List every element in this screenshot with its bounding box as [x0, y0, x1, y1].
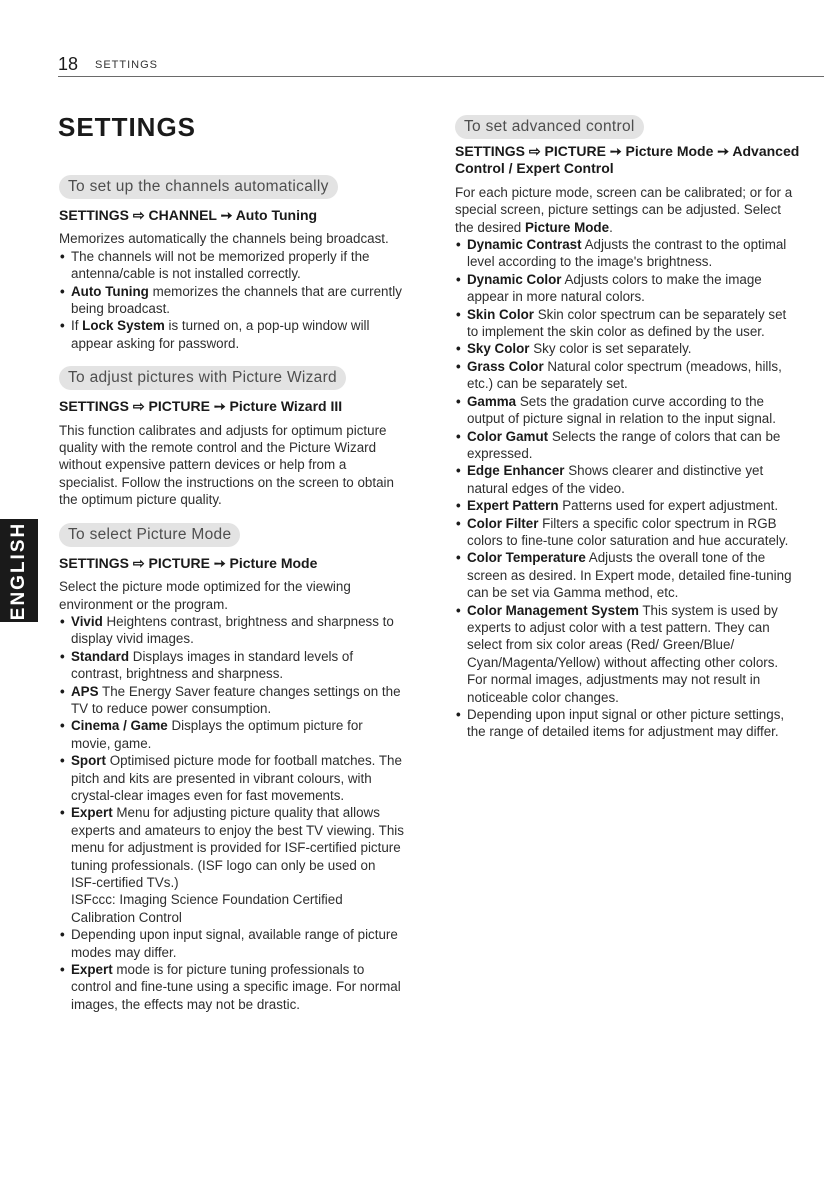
- isf-note: ISFccc: Imaging Science Foundation Certified Calibration Control: [71, 892, 343, 925]
- header-section-name: SETTINGS: [95, 59, 159, 71]
- left-column: [59, 175, 404, 1013]
- list-item: • Sport Optimised picture mode for football matches. The pitch and kits are presented in vibrant colours, with crystal-clear images even for fast movements.: [59, 752, 404, 804]
- auto-tuning-intro: Memorizes automatically the channels being broadcast.: [59, 231, 389, 247]
- list-item: • Dynamic Contrast Adjusts the contrast to the optimal level according to the image's brightness.: [455, 236, 800, 271]
- list-item: • Depending upon input signal, available range of picture modes may differ.: [59, 926, 404, 961]
- picture-wizard-section: [59, 366, 404, 508]
- list-item: • Color Management System This system is used by experts to adjust color with a test pattern. They can select from six color areas (Red/ Green/Blue/ Cyan/Magenta/Yellow) without affecting other colors. For normal images, adjustments may not result in noticeable color changes.: [455, 602, 800, 706]
- list-item: • Expert Menu for adjusting picture quality that allows experts and amateurs to enjoy the best TV viewing. This menu for adjustment is provided for ISF-certified picture tuning professionals. (ISF logo can only be used on ISF-certified TVs.) ISFccc: Imaging Science Foundation Certified Calibration Control: [59, 804, 404, 926]
- advanced-control-section: [455, 115, 800, 741]
- list-item: • The channels will not be memorized properly if the antenna/cable is not installed correctly.: [59, 248, 404, 283]
- auto-tuning-list: [59, 248, 404, 352]
- section-heading-auto-tuning: To set up the channels automatically: [59, 175, 338, 199]
- section-heading-advanced-control: To set advanced control: [455, 115, 644, 139]
- list-item: • Color Temperature Adjusts the overall tone of the screen as desired. In Expert mode, detailed fine-tuning can be set via Gamma method, etc.: [455, 549, 800, 601]
- menu-path-advanced-control: SETTINGS ⇨ PICTURE ➙ Picture Mode ➙ Advanced Control / Expert Control: [455, 143, 800, 177]
- list-item: • Auto Tuning memorizes the channels that are currently being broadcast.: [59, 283, 404, 318]
- list-item: • If Lock System is turned on, a pop-up window will appear asking for password.: [59, 317, 404, 352]
- list-item: • Dynamic Color Adjusts colors to make the image appear in more natural colors.: [455, 271, 800, 306]
- list-item: • Depending upon input signal or other picture settings, the range of detailed items for adjustment may differ.: [455, 706, 800, 741]
- list-item: • Color Gamut Selects the range of colors that can be expressed.: [455, 428, 800, 463]
- auto-tuning-section: [59, 175, 404, 352]
- language-tab: [0, 519, 38, 622]
- list-item: • Cinema / Game Displays the optimum picture for movie, game.: [59, 717, 404, 752]
- list-item: • APS The Energy Saver feature changes settings on the TV to reduce power consumption.: [59, 683, 404, 718]
- picture-wizard-body: This function calibrates and adjusts for optimum picture quality with the remote control and the Picture Wizard without expensive pattern devices or help from a specialist. Follow the instructions on the screen to obtain the optimum picture quality.: [59, 422, 394, 508]
- list-item: • Sky Color Sky color is set separately.: [455, 340, 800, 357]
- picture-mode-intro: Select the picture mode optimized for the viewing environment or the program.: [59, 579, 351, 612]
- list-item: • Color Filter Filters a specific color spectrum in RGB colors to fine-tune color saturation and hue accurately.: [455, 515, 800, 550]
- page-title: SETTINGS: [58, 112, 197, 142]
- advanced-control-note: [455, 706, 800, 741]
- picture-mode-section: [59, 523, 404, 1014]
- page-number: 18: [58, 54, 79, 74]
- advanced-control-list: [455, 236, 800, 706]
- list-item: • Expert mode is for picture tuning professionals to control and fine-tune using a specific image. For normal images, the effects may not be drastic.: [59, 961, 404, 1013]
- section-heading-picture-mode: To select Picture Mode: [59, 523, 240, 547]
- menu-path-picture-mode: SETTINGS ⇨ PICTURE ➙ Picture Mode: [59, 554, 318, 571]
- language-tab-label: ENGLISH: [8, 521, 29, 621]
- list-item: • Standard Displays images in standard levels of contrast, brightness and sharpness.: [59, 648, 404, 683]
- picture-mode-list: [59, 613, 404, 1013]
- list-item: • Skin Color Skin color spectrum can be separately set to implement the skin color as defined by the user.: [455, 306, 800, 341]
- list-item: • Expert Pattern Patterns used for expert adjustment.: [455, 497, 800, 514]
- section-heading-picture-wizard: To adjust pictures with Picture Wizard: [59, 366, 346, 390]
- page-header: [58, 54, 824, 77]
- advanced-control-intro: For each picture mode, screen can be calibrated; or for a special screen, picture settings can be adjusted. Select the desired Picture Mode.: [455, 184, 793, 235]
- list-item: • Edge Enhancer Shows clearer and distinctive yet natural edges of the video.: [455, 462, 800, 497]
- list-item: • Gamma Sets the gradation curve according to the output of picture signal in relation to the input signal.: [455, 393, 800, 428]
- menu-path-picture-wizard: SETTINGS ⇨ PICTURE ➙ Picture Wizard III: [59, 398, 343, 415]
- list-item: • Grass Color Natural color spectrum (meadows, hills, etc.) can be separately set.: [455, 358, 800, 393]
- list-item: • Vivid Heightens contrast, brightness and sharpness to display vivid images.: [59, 613, 404, 648]
- menu-path-auto-tuning: SETTINGS ⇨ CHANNEL ➙ Auto Tuning: [59, 207, 318, 223]
- right-column: [455, 115, 800, 741]
